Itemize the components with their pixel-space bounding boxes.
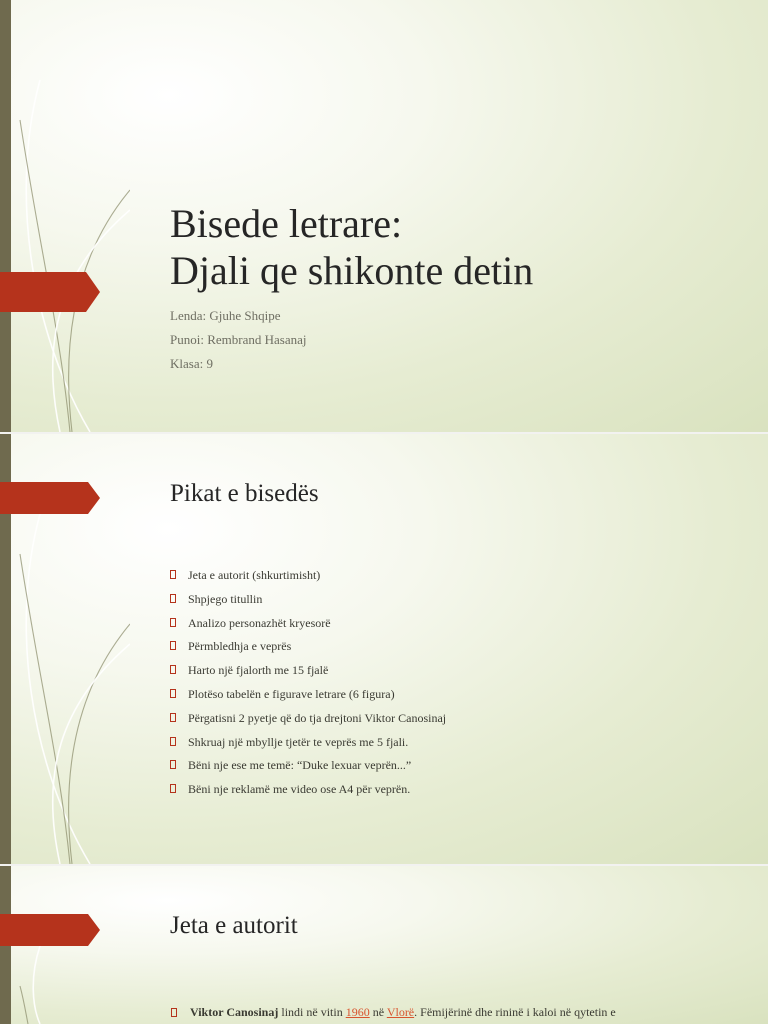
list-item-text: Shpjego titullin (188, 591, 263, 606)
list-item (170, 735, 446, 759)
author-text: Punoi: Rembrand Hasanaj (170, 332, 307, 347)
list-item (170, 758, 446, 782)
bullet-icon (170, 689, 176, 698)
bullet-icon (170, 665, 176, 674)
red-arrow-marker (0, 478, 100, 518)
year-link[interactable]: 1960 (345, 1005, 370, 1019)
list-item-text: Analizo personazhët kryesorë (188, 615, 331, 630)
slide-points (0, 434, 768, 864)
title-line-2: Djali qe shikonte detin (170, 248, 534, 293)
decorative-swoosh (0, 0, 130, 432)
slide-title-text (170, 200, 533, 294)
list-item (170, 782, 446, 806)
bullet-icon (170, 618, 176, 627)
slide-title (0, 0, 768, 432)
list-item-text: Harto një fjalorth me 15 fjalë (188, 663, 329, 678)
list-item-text: Shkruaj një mbyllje tjetër te veprës me 5 fjali. (188, 734, 409, 749)
bullet-icon (170, 784, 176, 793)
bullet-icon (170, 760, 176, 769)
list-item-text: Jeta e autorit (shkurtimisht) (188, 568, 321, 582)
bio-text: lindi në vitin (278, 1005, 346, 1019)
slide-author (0, 866, 768, 1024)
red-arrow-marker (0, 910, 100, 950)
grade-text: Klasa: 9 (170, 356, 213, 371)
bio-text: . Fëmijërinë dhe rininë i kaloi në qytetin e (414, 1005, 616, 1019)
author-name: Viktor Canosinaj (190, 1005, 279, 1019)
points-list (170, 568, 446, 806)
subject-text: Lenda: Gjuhe Shqipe (170, 308, 281, 323)
bullet-icon (170, 713, 176, 722)
bullet-icon (171, 1008, 177, 1017)
list-item-text: Përgatisni 2 pyetje që do tja drejtoni Viktor Canosinaj (188, 710, 447, 725)
list-item-text: Përmbledhja e veprës (188, 639, 292, 654)
list-item (170, 711, 446, 735)
list-item (170, 639, 446, 663)
list-item (170, 687, 446, 711)
bullet-icon (170, 594, 176, 603)
author-bio (172, 1005, 616, 1020)
list-item (170, 592, 446, 616)
bio-text: në (369, 1005, 387, 1019)
slide-meta (170, 304, 306, 376)
list-item (170, 568, 446, 592)
slide-heading: Jeta e autorit (170, 912, 298, 939)
red-arrow-marker (0, 272, 100, 312)
slide-heading: Pikat e bisedës (170, 480, 319, 507)
list-item-text: Bëni nje ese me temë: “Duke lexuar veprën...” (188, 758, 412, 773)
city-link[interactable]: Vlorë (386, 1005, 415, 1019)
bullet-icon (170, 641, 176, 650)
bullet-icon (170, 570, 176, 579)
bullet-icon (170, 737, 176, 746)
list-item-text: Bëni nje reklamë me video ose A4 për veprën. (188, 782, 411, 797)
list-item-text: Plotëso tabelën e figurave letrare (6 figura) (188, 686, 395, 701)
title-line-1: Bisede letrare: (170, 201, 403, 246)
list-item (170, 663, 446, 687)
list-item (170, 616, 446, 640)
